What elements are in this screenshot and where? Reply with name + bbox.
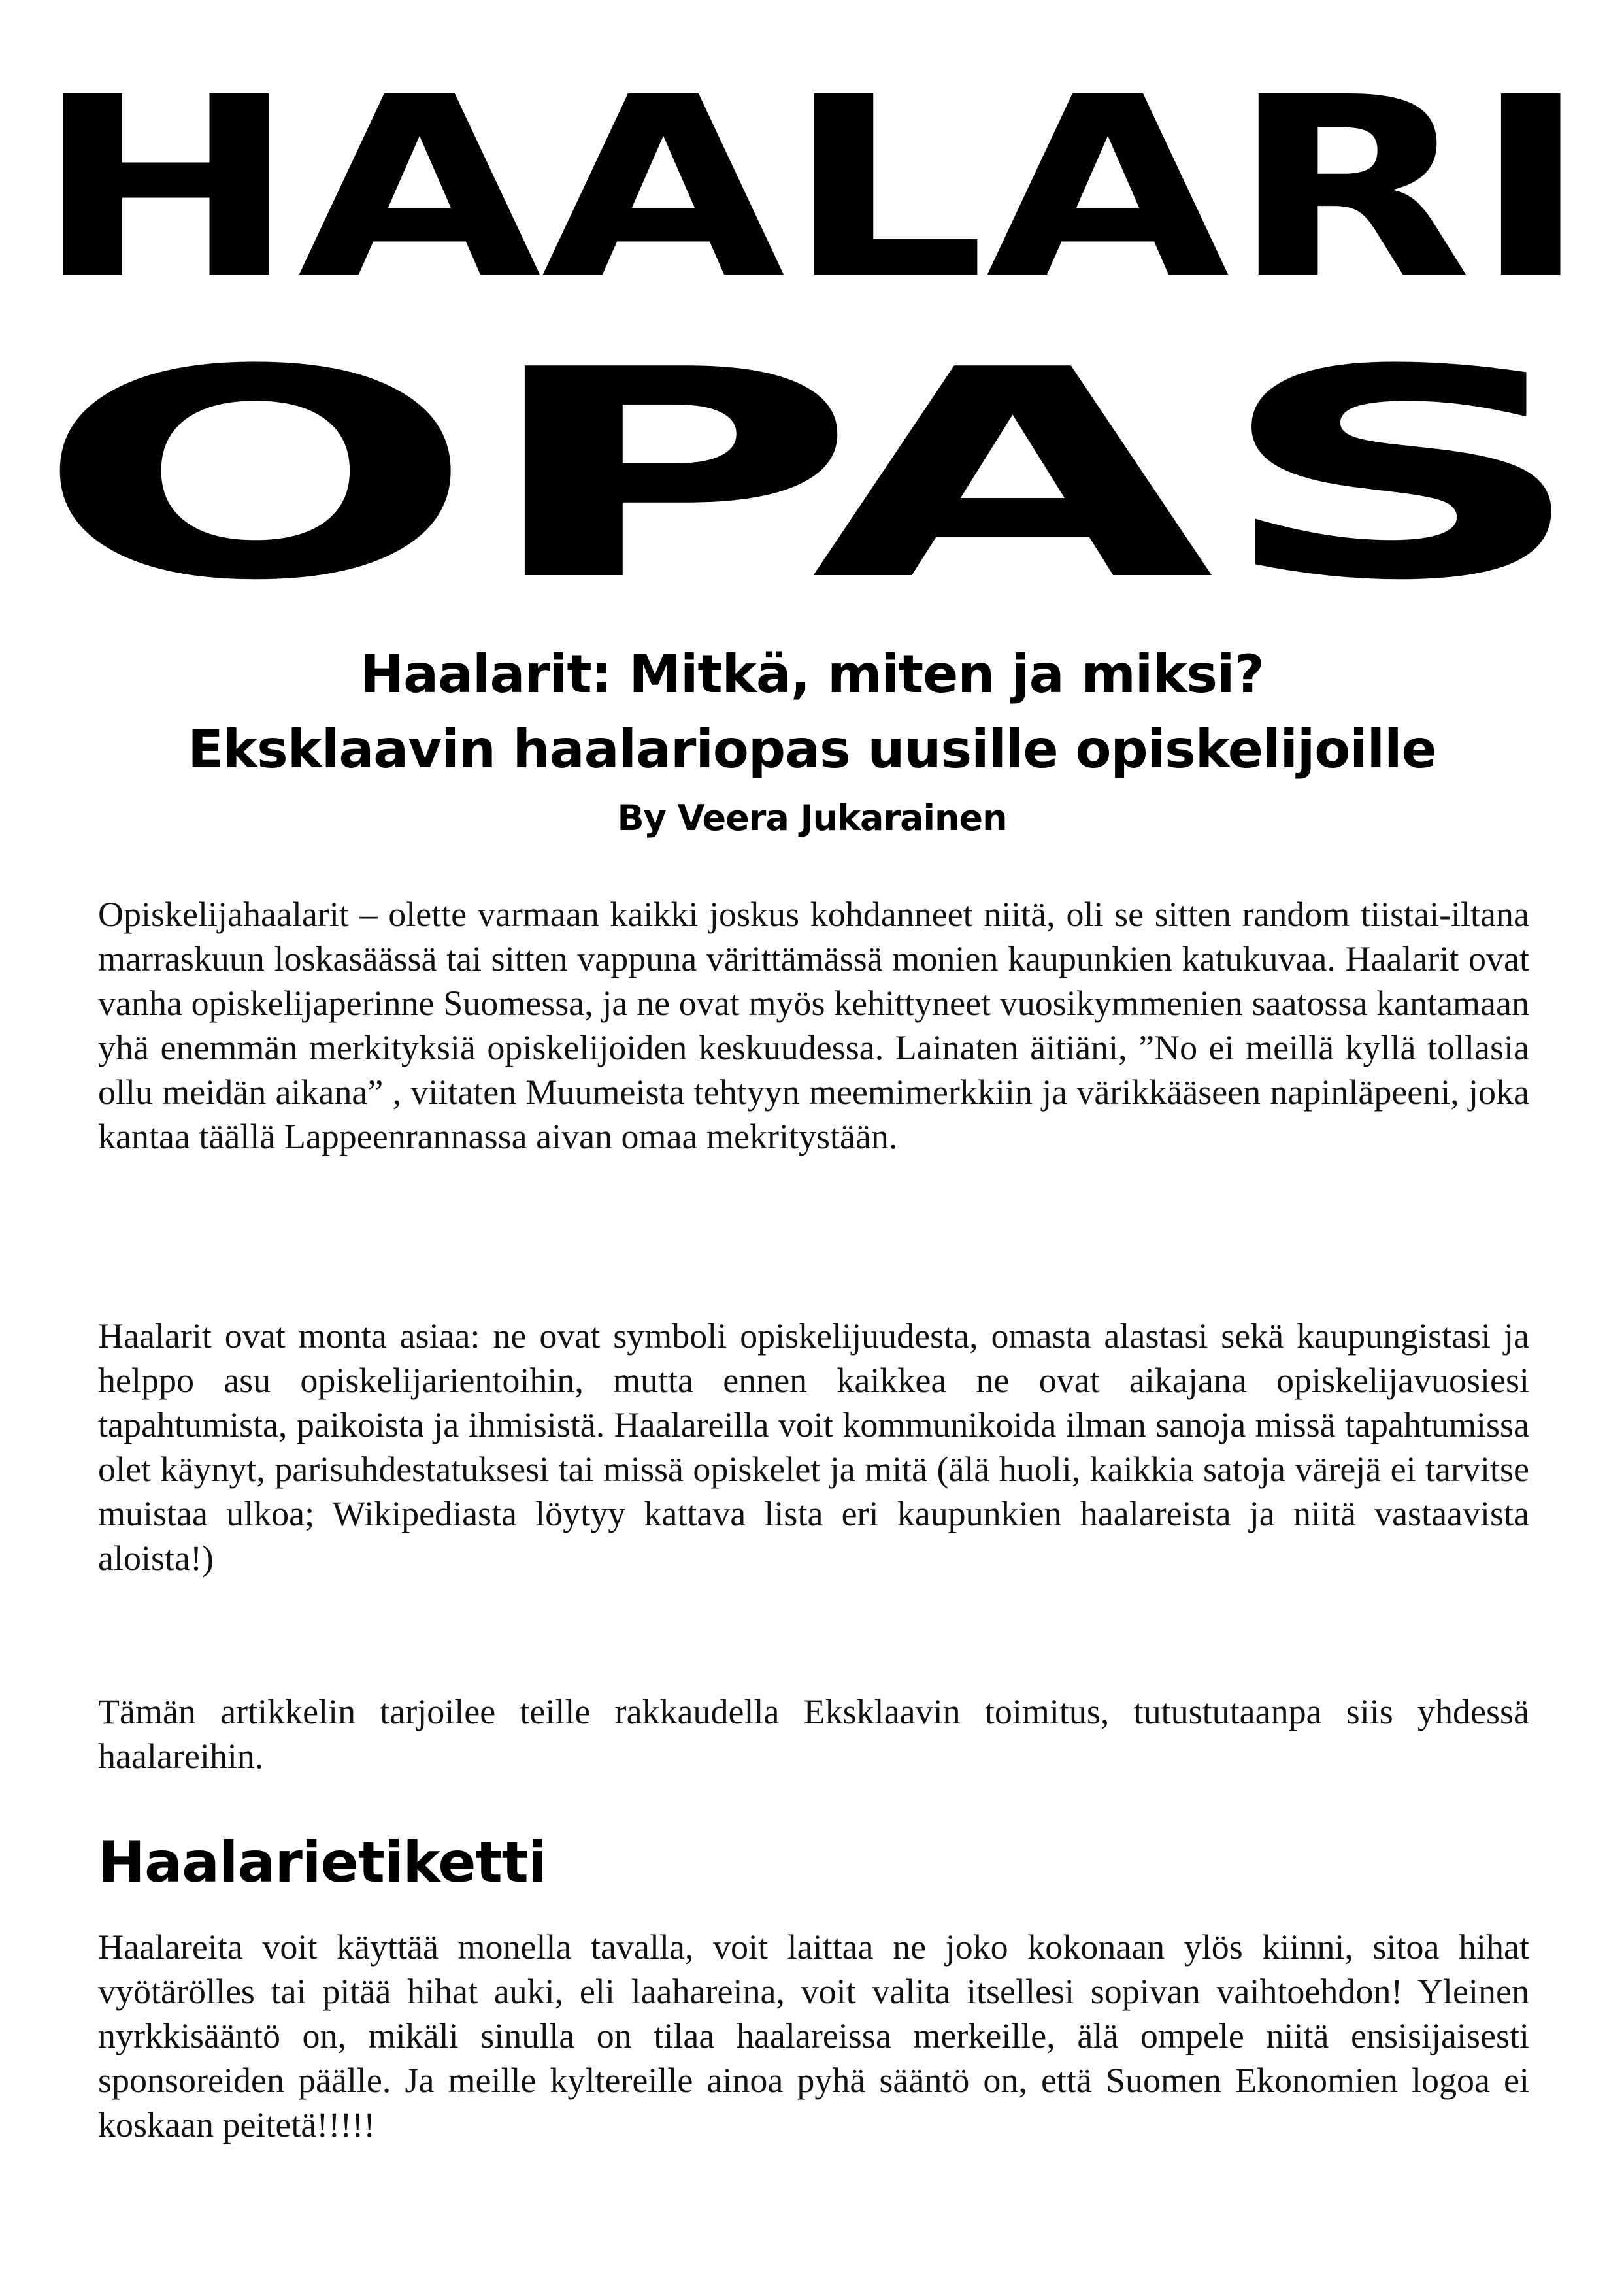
section-heading-haalarietiketti: Haalarietiketti — [98, 1830, 547, 1895]
paragraph-toimitus: Tämän artikkelin tarjoilee teille rakkaudella Eksklaavin toimitus, tutustutaanpa siis yhdessä haalareihin. — [98, 1692, 1529, 1776]
subtitle-line-2: Eksklaavin haalariopas uusille opiskelijoille — [188, 719, 1436, 780]
subtitle-line-1: Haalarit: Mitkä, miten ja miksi? — [360, 644, 1264, 705]
paragraph-symbols: Haalarit ovat monta asiaa: ne ovat symboli opiskelijuudesta, omasta alastasi sekä kaupungistasi ja helppo asu opiskelijarientoihin, mutta ennen kaikkea ne ovat aikajana opiskelijavuosiesi tapahtumista, paikoista ja ihmisistä. Haalareilla voit kommunikoida ilman sanoja missä tapahtumissa olet käynyt, parisuhdestatuksesi tai missä opiskelet ja mitä (älä huoli, kaikkia satoja värejä ei tarvitse muistaa ulkoa; Wikipediasta löytyy kattava lista eri kaupunkien haalareista ja niitä vastaavista aloista!) — [98, 1316, 1529, 1578]
paragraph-etiquette: Haalareita voit käyttää monella tavalla, voit laittaa ne joko kokonaan ylös kiinni, sitoa hihat vyötärölles tai pitää hihat auki, eli laahareina, voit valita itsellesi sopivan vaihtoehdon! Yleinen nyrkkisääntö on, mikäli sinulla on tilaa haalareissa merkeille, älä ompele niitä ensisijaisesti sponsoreiden päälle. Ja meille kyltereille ainoa pyhä sääntö on, että Suomen Ekonomien logoa ei koskaan peitetä!!!!! — [98, 1927, 1529, 2144]
paragraph-intro: Opiskelijahaalarit – olette varmaan kaikki joskus kohdanneet niitä, oli se sitten random tiistai-iltana marraskuun loskasäässä tai sitten vappuna värittämässä monien kaupunkien katukuvaa. Haalarit ovat vanha opiskelijaperinne Suomessa, ja ne ovat myös kehittyneet vuosikymmenien saatossa kantamaan yhä enemmän merkityksiä opiskelijoiden keskuudessa. Lainaten äitiäni, ”No ei meillä kyllä tollasia ollu meidän aikana” , viitaten Muumeista tehtyyn meemimerkkiin ja värikkääseen napinläpeeni, joka kantaa täällä Lappeenrannassa aivan omaa mekritystään. — [98, 895, 1529, 1156]
title-line-1: HAALARI — [34, 44, 1589, 333]
title-artwork — [26, 39, 1598, 614]
title-line-2: OPAS — [34, 308, 1589, 614]
byline: By Veera Jukarainen — [617, 797, 1007, 839]
